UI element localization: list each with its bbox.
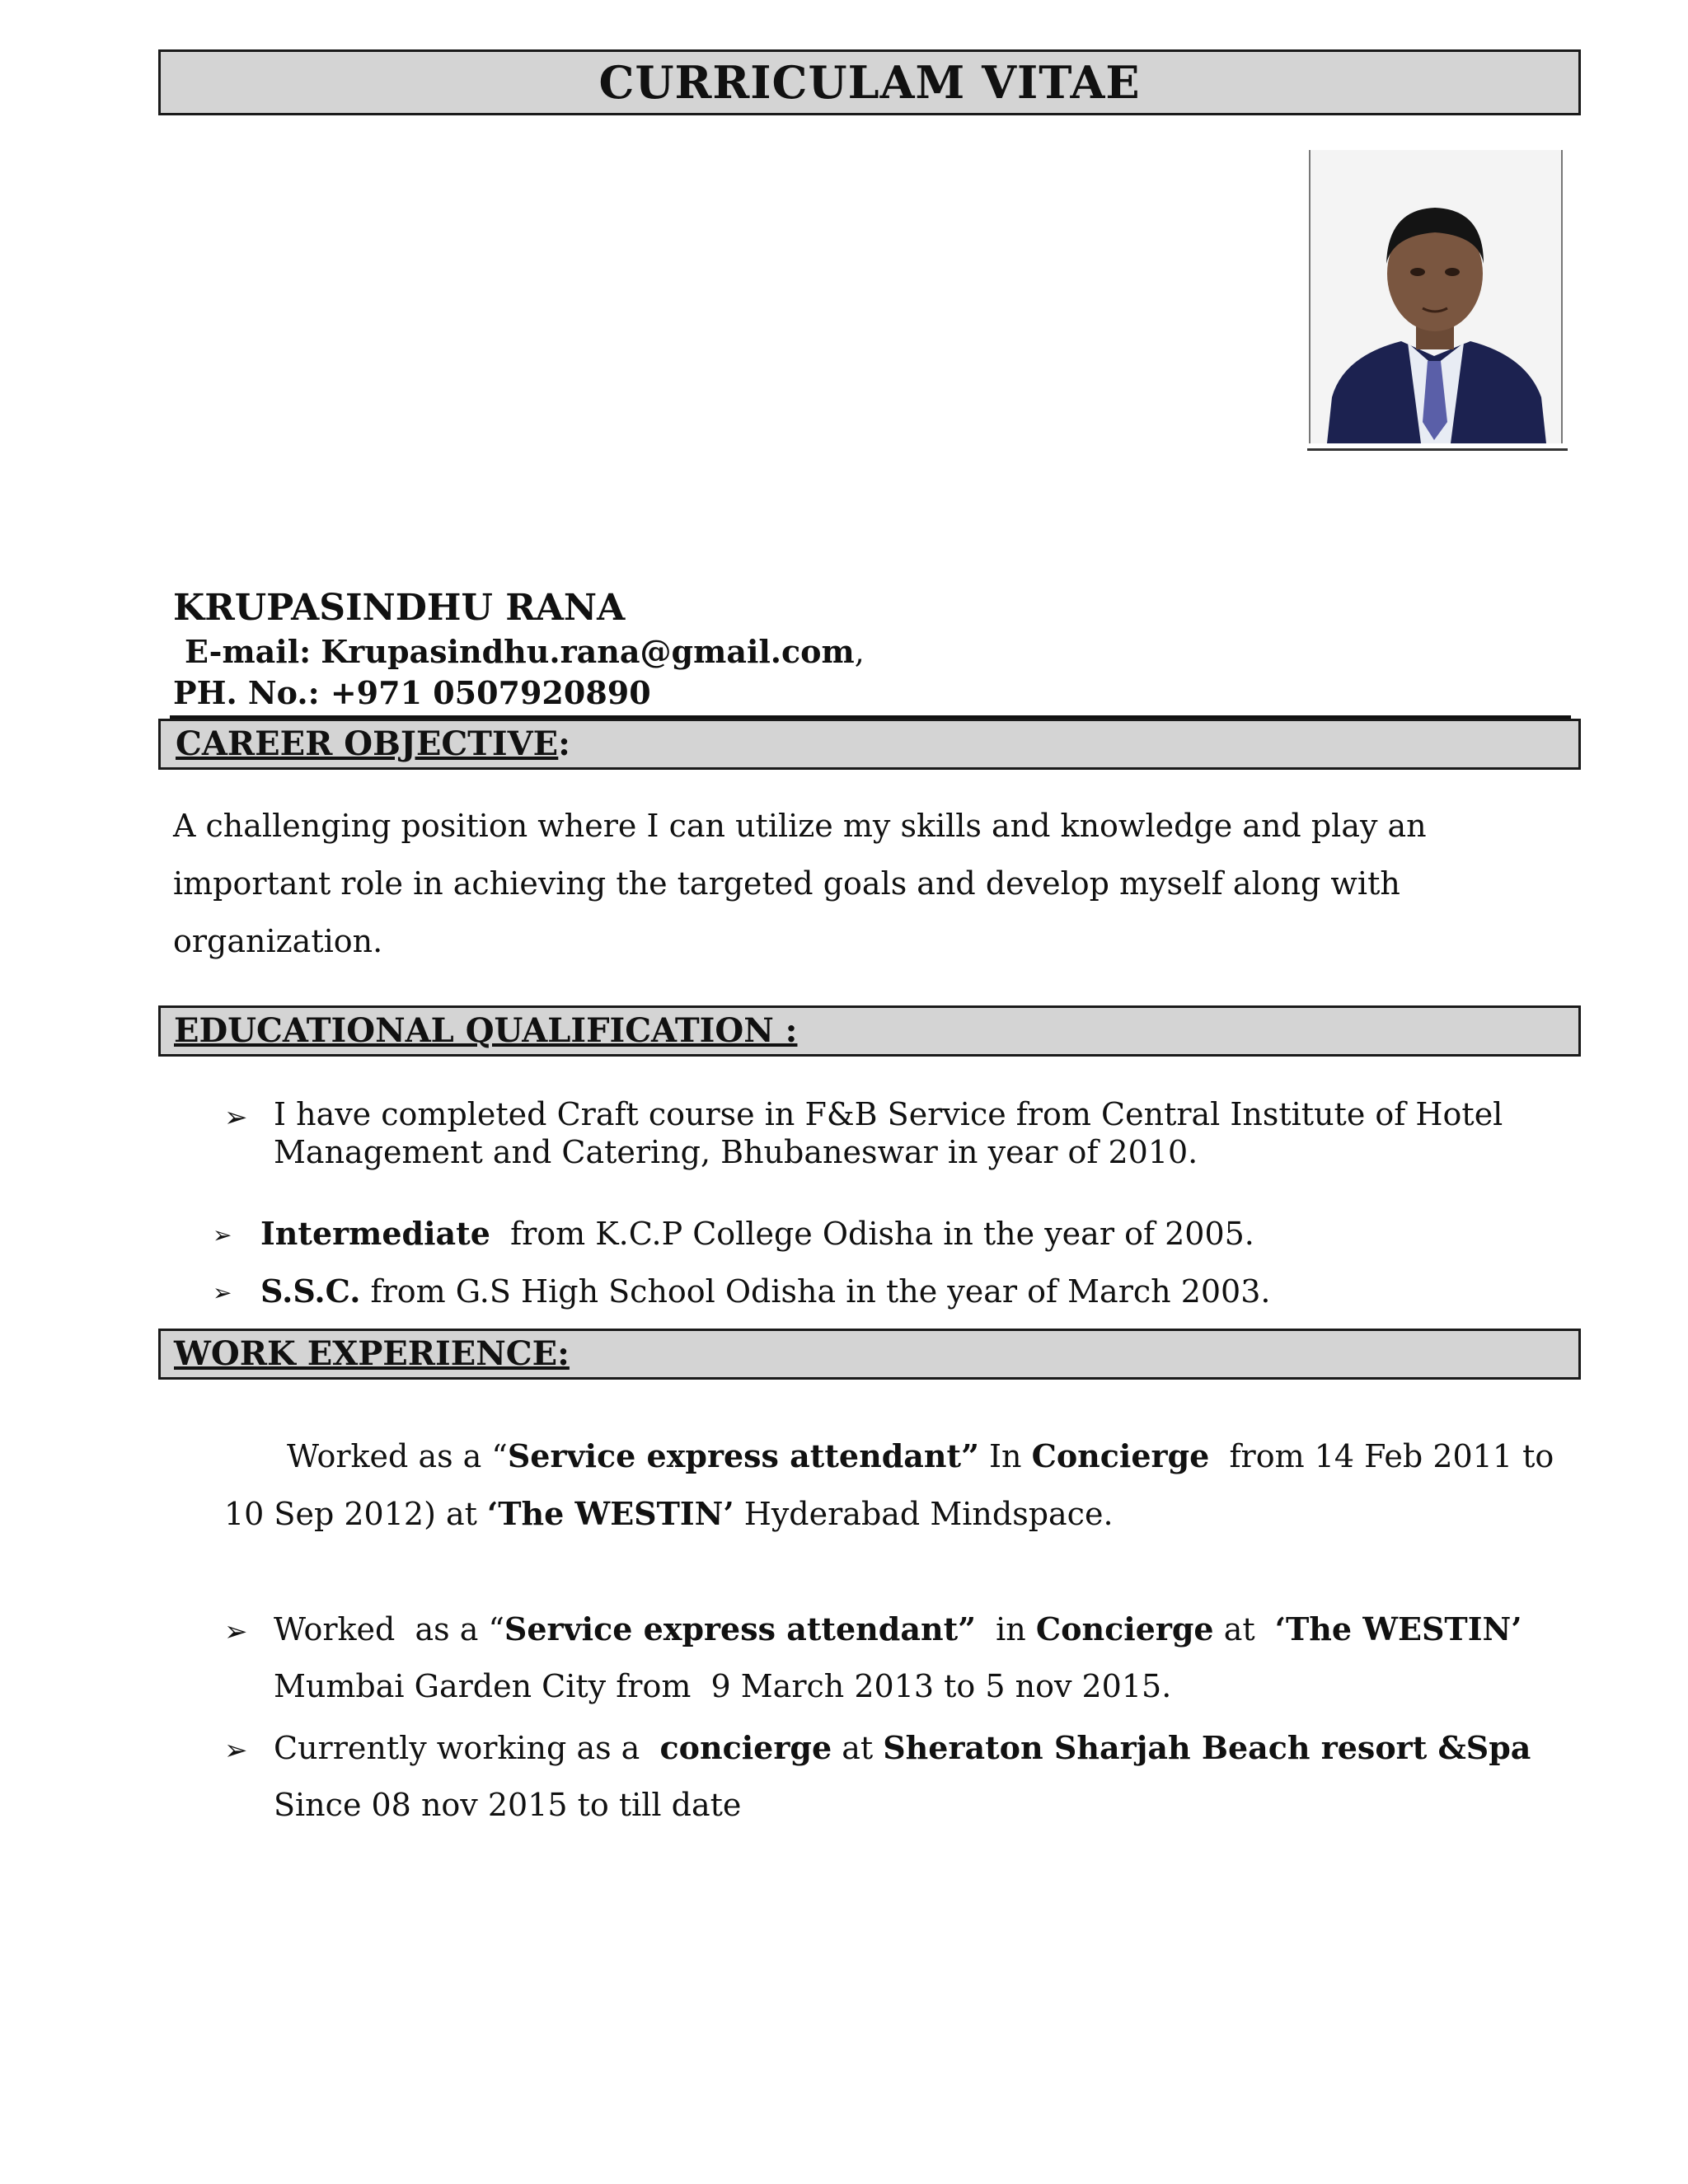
candidate-name: KRUPASINDHU RANA [173, 587, 626, 629]
bullet-arrow-icon: ➢ [224, 1734, 248, 1767]
person-photo-icon [1311, 150, 1561, 443]
work-experience-heading: WORK EXPERIENCE: [174, 1334, 570, 1373]
education-item-3-bold: S.S.C. [260, 1272, 361, 1310]
work-entry-1-location: Hyderabad Mindspace. [734, 1496, 1114, 1532]
education-item-3-text: from G.S High School Odisha in the year of March 2003. [370, 1273, 1271, 1310]
email-address[interactable]: Krupasindhu.rana@gmail.com [321, 633, 855, 670]
education-header [158, 1005, 1581, 1057]
work-entry-1-line-1 [287, 1437, 1554, 1474]
phone-label: PH. No.: [173, 674, 320, 711]
career-line-1: A challenging position where I can utilize my skills and knowledge and play an [173, 808, 1427, 844]
education-heading: EDUCATIONAL QUALIFICATION : [174, 1011, 798, 1050]
photo-underline [1307, 448, 1568, 451]
education-item-3 [260, 1272, 1271, 1310]
career-heading-suffix: : [558, 724, 570, 763]
profile-photo [1309, 150, 1563, 443]
education-item-1-line-1: I have completed Craft course in F&B Service from Central Institute of Hotel [274, 1096, 1503, 1132]
work-entry-2-text-c: at [1213, 1611, 1275, 1647]
education-item-2-bold: Intermediate [260, 1215, 490, 1252]
bullet-arrow-icon: ➢ [213, 1221, 232, 1249]
education-item-2-text: from K.C.P College Odisha in the year of 2005. [510, 1216, 1254, 1252]
bullet-arrow-icon: ➢ [213, 1279, 232, 1306]
work-entry-2-text-b: in [976, 1611, 1036, 1647]
work-entry-2-role: Service express attendant” [504, 1610, 976, 1647]
career-line-2: important role in achieving the targeted goals and develop myself along with [173, 865, 1400, 902]
work-entry-1-text-a: Worked as a “ [287, 1438, 508, 1474]
career-objective-header [158, 719, 1581, 770]
work-entry-2-department: Concierge [1035, 1610, 1214, 1647]
work-entry-1-role: Service express attendant” [507, 1437, 979, 1474]
work-entry-1-end: 10 Sep 2012) at [224, 1496, 487, 1532]
education-item-2 [260, 1215, 1254, 1252]
work-entry-3-text-a: Currently working as a [274, 1730, 660, 1766]
work-entry-1-department: Concierge [1031, 1437, 1210, 1474]
phone-number: +971 0507920890 [330, 674, 651, 711]
phone-line [173, 674, 651, 711]
education-item-1-line-2: Management and Catering, Bhubaneswar in year of 2010. [274, 1134, 1198, 1170]
work-entry-1-hotel: ‘The WESTIN’ [486, 1495, 734, 1532]
bullet-arrow-icon: ➢ [224, 1101, 248, 1134]
career-heading-text: CAREER OBJECTIVE [176, 724, 559, 763]
document-title: CURRICULAM VITAE [598, 56, 1141, 109]
work-entry-1-text-b: In [978, 1438, 1032, 1474]
work-experience-header [158, 1329, 1581, 1380]
work-entry-1-dates: from 14 Feb 2011 to [1209, 1438, 1554, 1474]
email-label: E-mail: [185, 633, 312, 670]
career-line-3: organization. [173, 923, 383, 959]
work-entry-3-role: concierge [659, 1729, 832, 1766]
work-entry-3-text-b: at [832, 1730, 884, 1766]
work-entry-3-line-2: Since 08 nov 2015 to till date [274, 1787, 742, 1823]
work-entry-2-text-a: Worked as a “ [274, 1611, 504, 1647]
title-bar [158, 49, 1581, 115]
work-entry-1-line-2 [224, 1495, 1114, 1532]
email-line [185, 633, 865, 670]
work-entry-2-line-2: Mumbai Garden City from 9 March 2013 to 5 nov 2015. [274, 1668, 1172, 1704]
work-entry-3-hotel: Sheraton Sharjah Beach resort &Spa [883, 1729, 1531, 1766]
work-entry-2-hotel: ‘The WESTIN’ [1274, 1610, 1522, 1647]
email-suffix: , [854, 634, 865, 670]
work-entry-2-line-1 [274, 1610, 1522, 1647]
career-objective-heading [176, 724, 570, 763]
bullet-arrow-icon: ➢ [224, 1615, 248, 1648]
work-entry-3-line-1 [274, 1729, 1531, 1766]
